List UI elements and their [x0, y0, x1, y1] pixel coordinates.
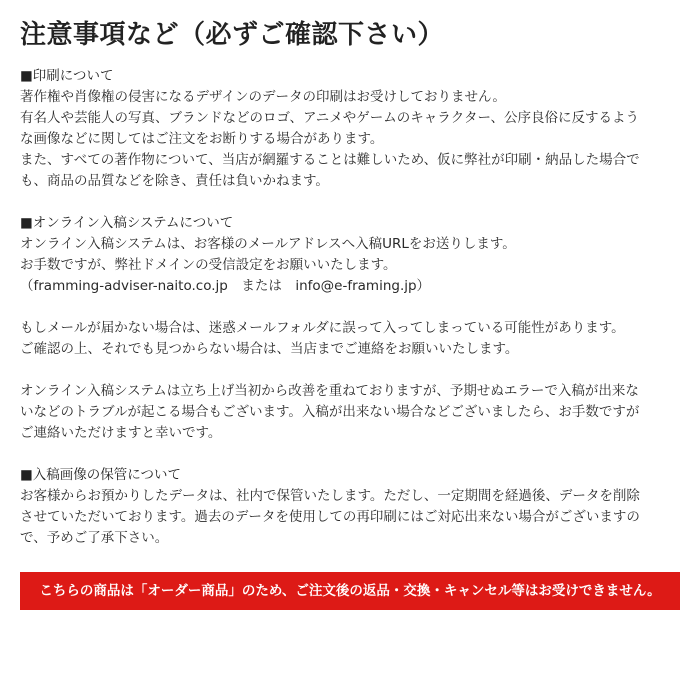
printing-section	[20, 66, 685, 192]
paragraph-line: ご連絡いただけますと幸いです。	[20, 425, 222, 441]
online-upload-heading: ■オンライン入稿システムについて	[20, 215, 234, 231]
paragraph-line: させていただいております。過去のデータを使用しての再印刷にはご対応出来ない場合がございますの	[20, 509, 640, 525]
paragraph-line: もしメールが届かない場合は、迷惑メールフォルダに誤って入ってしまっている可能性があります。	[20, 320, 625, 336]
notes-content	[20, 66, 685, 549]
paragraph-line: お手数ですが、弊社ドメインの受信設定をお願いいたします。	[20, 257, 397, 273]
paragraph-line: いなどのトラブルが起こる場合もございます。入稿が出来ない場合などございましたら、お手数ですが	[20, 404, 640, 420]
printing-heading: ■印刷について	[20, 68, 114, 84]
paragraph-line: ご確認の上、それでも見つからない場合は、当店までご連絡をお願いいたします。	[20, 341, 519, 357]
paragraph-line: 著作権や肖像権の侵害になるデザインのデータの印刷はお受けしておりません。	[20, 89, 506, 105]
image-storage-section	[20, 465, 685, 549]
page-title: 注意事項など（必ずご確認下さい）	[20, 20, 445, 50]
image-storage-heading: ■入稿画像の保管について	[20, 467, 181, 483]
upload-error-section	[20, 381, 685, 444]
paragraph-line: オンライン入稿システムは、お客様のメールアドレスへ入稿URLをお送りします。	[20, 236, 516, 252]
paragraph-line: 有名人や芸能人の写真、ブランドなどのロゴ、アニメやゲームのキャラクター、公序良俗に反するよう	[20, 110, 639, 126]
paragraph-line: お客様からお預かりしたデータは、社内で保管いたします。ただし、一定期間を経過後、データを削除	[20, 488, 640, 504]
paragraph-line: で、予めご了承下さい。	[20, 530, 169, 546]
order-product-notice-banner: こちらの商品は「オーダー商品」のため、ご注文後の返品・交換・キャンセル等はお受けできません。	[20, 572, 680, 610]
online-upload-section	[20, 213, 685, 297]
mail-troubleshooting-section	[20, 318, 685, 360]
paragraph-line: また、すべての著作物について、当店が網羅することは難しいため、仮に弊社が印刷・納品した場合で	[20, 152, 640, 168]
paragraph-line: オンライン入稿システムは立ち上げ当初から改善を重ねておりますが、予期せぬエラーで入稿が出来な	[20, 383, 639, 399]
paragraph-line: な画像などに関してはご注文をお断りする場合があります。	[20, 131, 384, 147]
paragraph-line: も、商品の品質などを除き、責任は負いかねます。	[20, 173, 329, 189]
domain-line: （framming-adviser-naito.co.jp または info@e-framing.jp）	[20, 278, 431, 294]
